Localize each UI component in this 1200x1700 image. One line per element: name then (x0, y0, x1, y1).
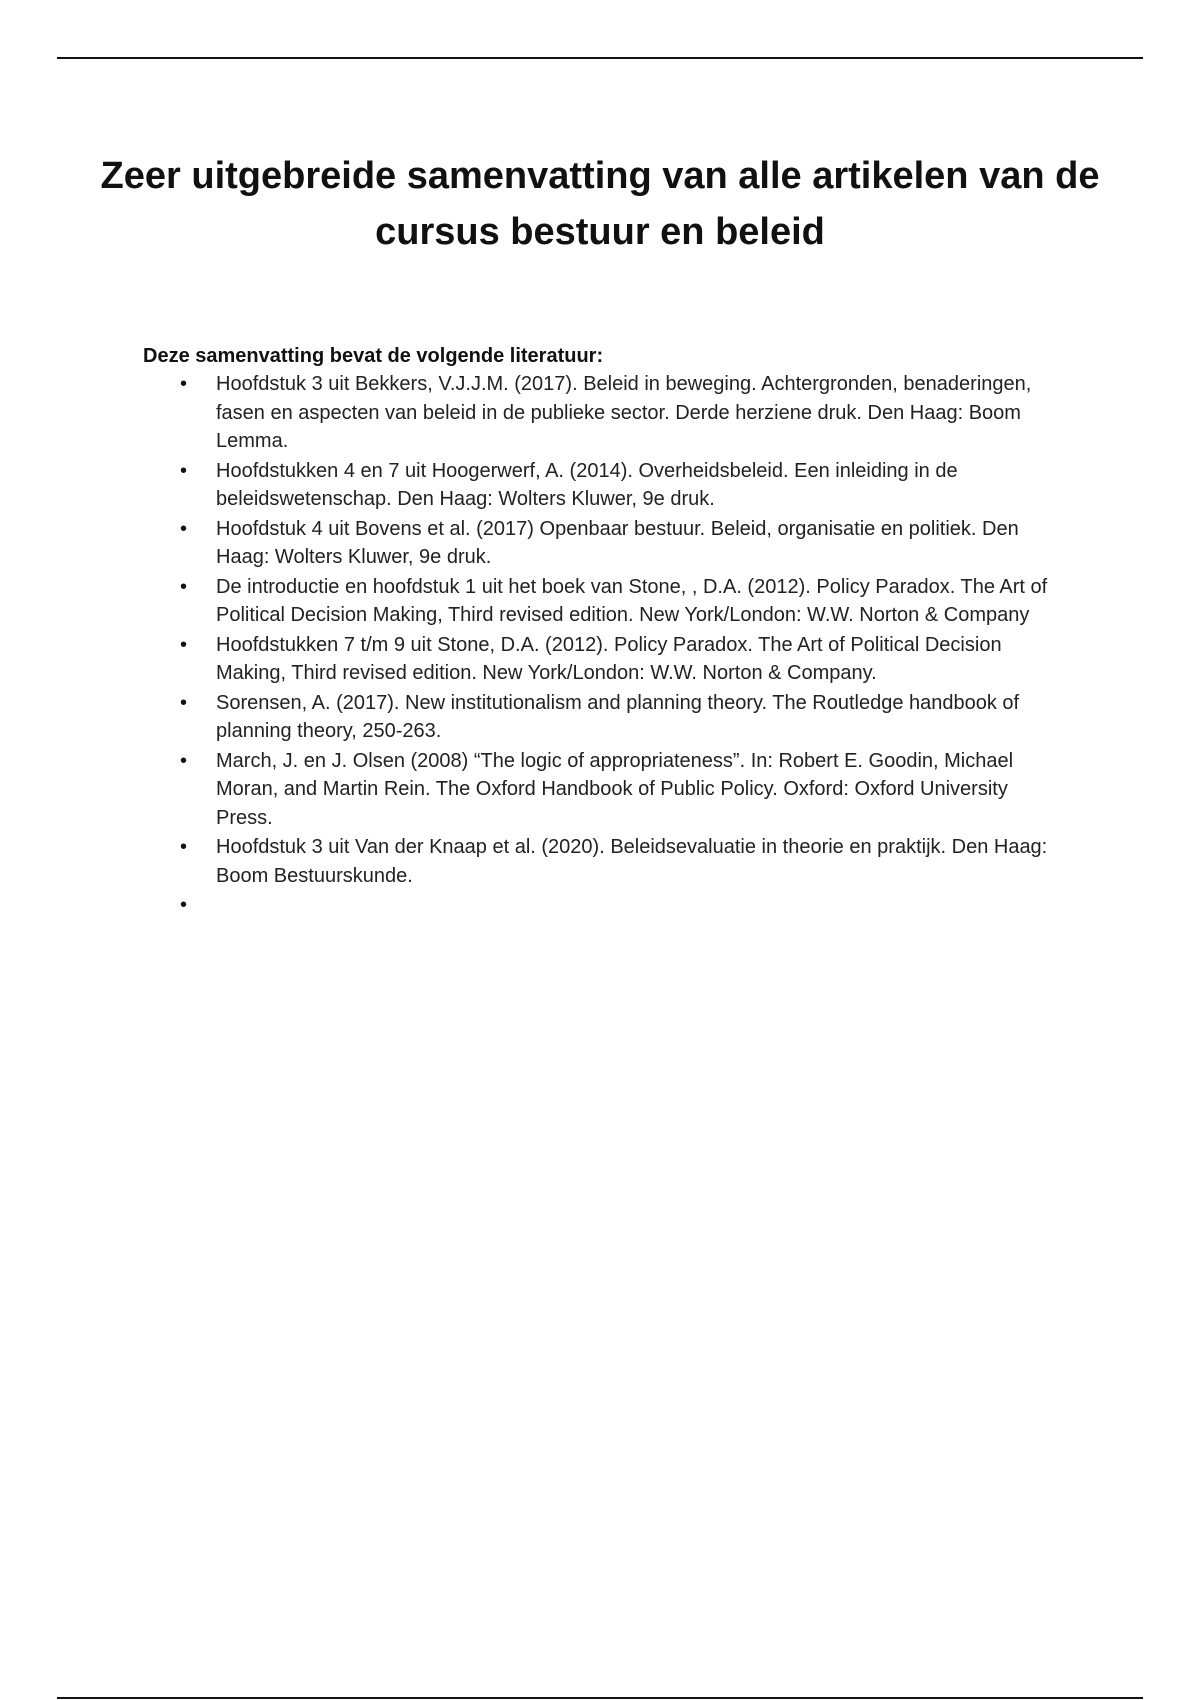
list-item (0, 631, 1200, 688)
list-item (0, 370, 1200, 456)
literature-reference: Hoofdstukken 7 t/m 9 uit Stone, D.A. (2012). Policy Paradox. The Art of Political Decision Making, Third revised edition. New York/London: W.W. Norton & Company. (216, 633, 1002, 684)
literature-reference: Hoofdstuk 3 uit Van der Knaap et al. (2020). Beleidsevaluatie in theorie en praktijk. Den Haag: Boom Bestuurskunde. (216, 836, 1048, 887)
bullet-icon: • (180, 691, 188, 714)
list-item-empty (0, 891, 1200, 920)
literature-reference: Hoofdstuk 3 uit Bekkers, V.J.J.M. (2017). Beleid in beweging. Achtergronden, benaderingen, fasen en aspecten van beleid in de publieke sector. Derde herziene druk. Den Haag: Boom Lemma. (216, 373, 1032, 452)
literature-reference: Hoofdstukken 4 en 7 uit Hoogerwerf, A. (2014). Overheidsbeleid. Een inleiding in de beleidswetenschap. Den Haag: Wolters Kluwer, 9e druk. (216, 459, 958, 510)
list-item (0, 573, 1200, 630)
literature-reference: De introductie en hoofdstuk 1 uit het boek van Stone, , D.A. (2012). Policy Paradox. The Art of Political Decision Making, Third revised edition. New York/London: W.W. Norton & Company (216, 575, 1048, 626)
literature-list (0, 370, 1200, 921)
footer-rule (57, 1697, 1143, 1699)
list-item (0, 515, 1200, 572)
bullet-icon: • (180, 836, 188, 858)
bullet-icon: • (180, 517, 188, 540)
list-item (0, 457, 1200, 514)
bullet-icon: • (180, 749, 188, 772)
bullet-icon: • (180, 894, 188, 916)
bullet-icon: • (180, 633, 188, 656)
literature-reference: Sorensen, A. (2017). New institutionalism and planning theory. The Routledge handbook of planning theory, 250-263. (216, 691, 1020, 742)
bullet-icon: • (180, 575, 188, 598)
list-item (0, 833, 1200, 890)
list-item (0, 747, 1200, 833)
literature-intro: Deze samenvatting bevat de volgende literatuur: (143, 345, 604, 367)
literature-reference: Hoofdstuk 4 uit Bovens et al. (2017) Openbaar bestuur. Beleid, organisatie en politiek. Den Haag: Wolters Kluwer, 9e druk. (216, 517, 1019, 568)
header-rule (57, 57, 1143, 59)
bullet-icon: • (180, 373, 188, 395)
literature-reference: March, J. en J. Olsen (2008) “The logic of appropriateness”. In: Robert E. Goodin, Michael Moran, and Martin Rein. The Oxford Handbook of Public Policy. Oxford: Oxford University Press. (216, 749, 1014, 829)
document-title: Zeer uitgebreide samenvatting van alle artikelen van de cursus bestuur en beleid (100, 155, 1100, 253)
bullet-icon: • (180, 459, 188, 482)
list-item (0, 689, 1200, 746)
